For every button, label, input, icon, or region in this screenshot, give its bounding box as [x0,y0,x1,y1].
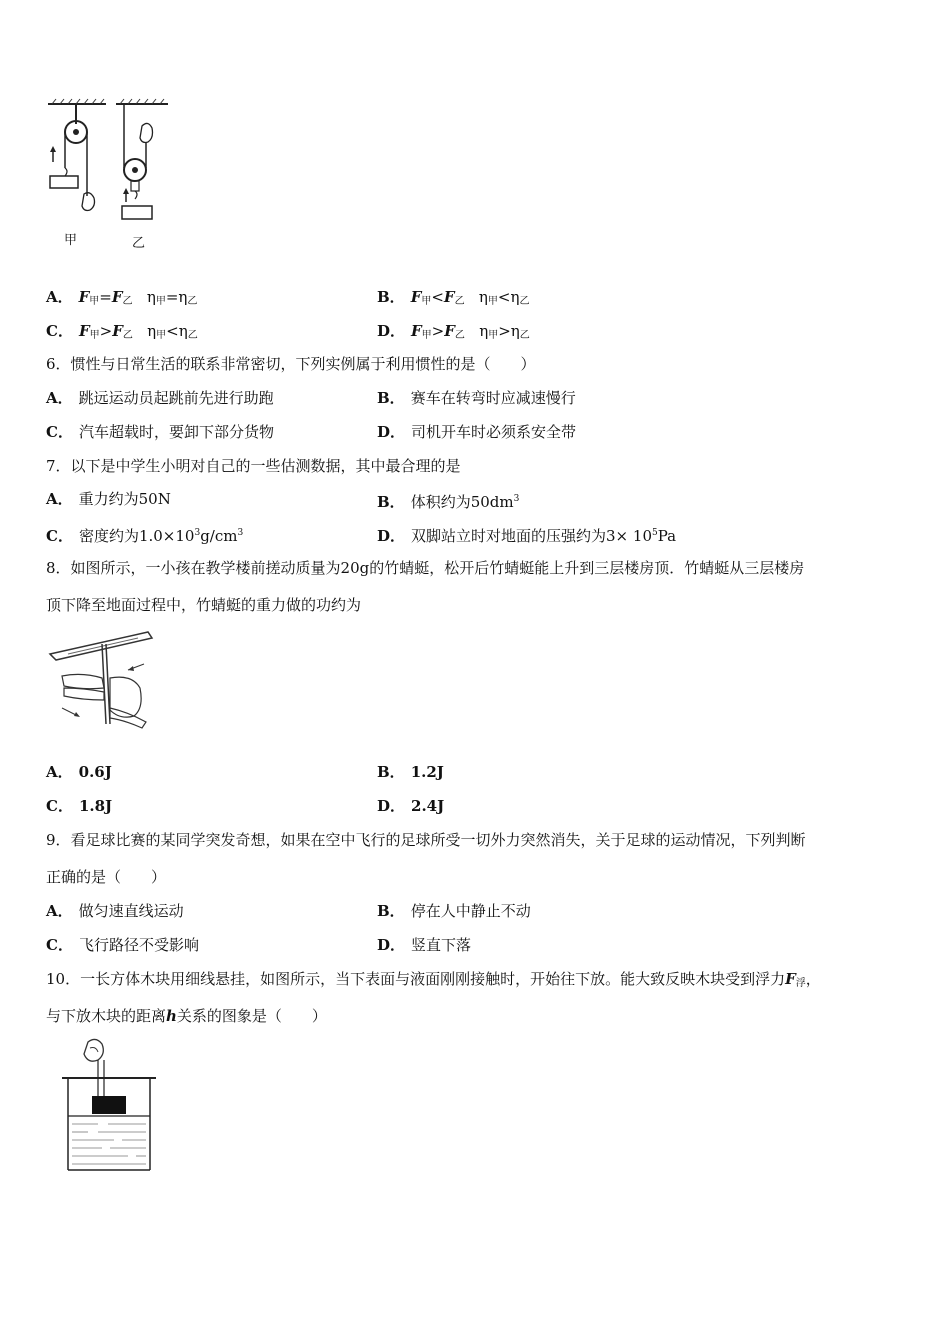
q10-stem-line1: 10．一长方体木块用细线悬挂，如图所示，当下表面与液面刚刚接触时，开始往下放。能大致反映木块受到浮力$F_浮$， [46,970,821,989]
bamboo-dragonfly-figure [48,624,158,739]
pulley-figure [44,96,184,251]
q9-stem-line2: 正确的是（ ） [46,868,167,886]
q8-option-c[interactable]: C． 1.8J [46,797,113,815]
q7-stem: 7．以下是中学生小明对自己的一些估测数据，其中最合理的是 [46,457,461,475]
q6-stem: 6．惯性与日常生活的联系非常密切，下列实例属于利用惯性的是（ ） [46,355,536,373]
q5-option-d[interactable]: D． $F_甲>F_乙$ $\eta_甲>\eta_乙$ [377,322,530,341]
q8-option-a[interactable]: A． 0.6J [46,763,112,781]
q7-option-b[interactable]: B． 体积约为$50dm^3$ [377,493,520,511]
figure-label-yi: 乙 [132,236,146,251]
q9-option-a[interactable]: A． 做匀速直线运动 [46,902,184,920]
q8-stem-line1: 8．如图所示，一小孩在教学楼前搓动质量为20g的竹蜻蜓，松开后竹蜻蜓能上升到三层楼房顶．竹蜻蜓从三层楼房 [46,559,805,577]
q7-option-c[interactable]: C． 密度约为$1.0\times 10^3g/cm^3$ [46,527,244,545]
q6-option-b[interactable]: B． 赛车在转弯时应减速慢行 [377,389,576,407]
q5-option-b[interactable]: B． $F_甲<F_乙$ $\eta_甲<\eta_乙$ [377,288,530,307]
q8-option-d[interactable]: D． 2.4J [377,797,445,815]
q5-option-c[interactable]: C． $F_甲>F_乙$ $\eta_甲<\eta_乙$ [46,322,198,341]
q7-option-d[interactable]: D． 双脚站立时对地面的压强约为$3\times 10^5Pa$ [377,527,677,545]
figure-label-jia: 甲 [64,233,78,248]
q9-option-d[interactable]: D． 竖直下落 [377,936,472,954]
q10-stem-line2: 与下放木块的距离h关系的图象是（ ） [46,1007,327,1025]
q6-option-c[interactable]: C． 汽车超载时，要卸下部分货物 [46,423,274,441]
q7-option-a[interactable]: A． 重力约为50N [46,490,171,508]
beaker-figure [58,1038,158,1176]
q6-option-a[interactable]: A． 跳远运动员起跳前先进行助跑 [46,389,274,407]
q6-option-d[interactable]: D． 司机开车时必须系安全带 [377,423,577,441]
q9-option-b[interactable]: B． 停在人中静止不动 [377,902,531,920]
q9-option-c[interactable]: C． 飞行路径不受影响 [46,936,199,954]
q8-stem-line2: 顶下降至地面过程中，竹蜻蜓的重力做的功约为 [46,596,362,614]
q9-stem-line1: 9．看足球比赛的某同学突发奇想，如果在空中飞行的足球所受一切外力突然消失，关于足球的运动情况，下列判断 [46,831,806,849]
q8-option-b[interactable]: B． 1.2J [377,763,444,781]
q5-option-a[interactable]: A． $F_甲=F_乙$ $\eta_甲=\eta_乙$ [46,288,198,307]
